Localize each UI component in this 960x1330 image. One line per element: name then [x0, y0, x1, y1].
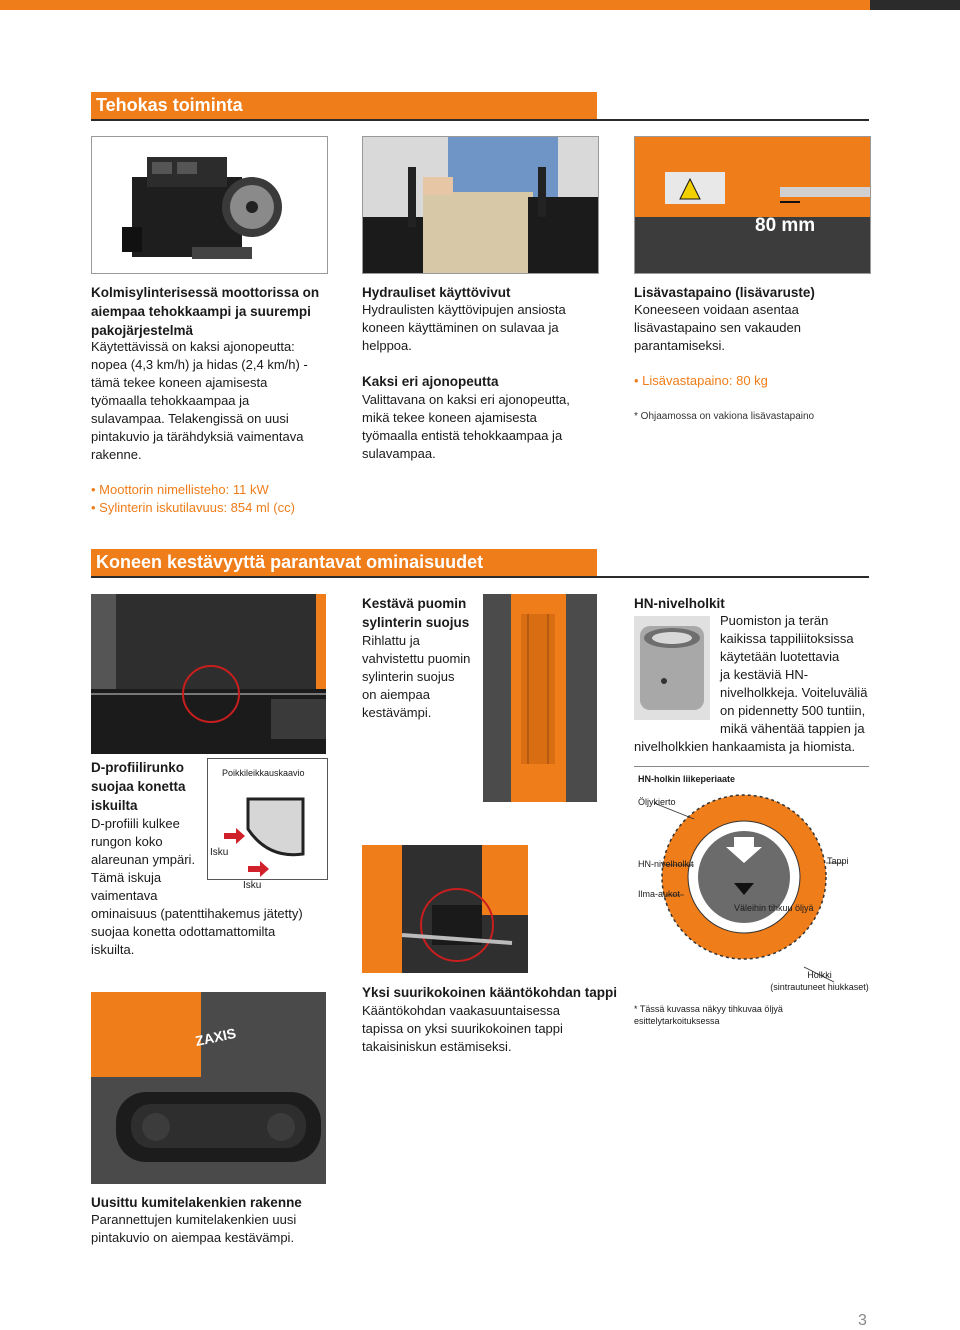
counterweight-photo — [634, 136, 871, 274]
engine-body: Käytettävissä on kaksi ajonopeutta: nopea (4,3 km/h) ja hidas (2,4 km/h) - tämä tekee koneen ajamisesta työmaalla tehokkaampaa ja sulavampaa. Telakengissä on uusi pintakuvio ja tärähdyksiä vaimentava rakenne. — [91, 339, 308, 462]
section-title-performance: Tehokas toiminta — [91, 92, 597, 119]
pin-title: Yksi suurikokoinen kääntökohdan tappi — [362, 985, 618, 1000]
d-profile-body-8: iskuilta. — [91, 942, 135, 957]
hn-bushing-photo — [634, 616, 710, 720]
80mm-label: 80 mm — [755, 215, 816, 236]
hn-body-3: käytetään luotettavia — [720, 649, 840, 664]
engine-power-bullet: • Moottorin nimellisteho: 11 kW — [91, 482, 269, 497]
boom-cover-photo — [483, 594, 597, 802]
hn-body-4: ja kestäviä HN- — [720, 667, 809, 682]
boom-body-2: vahvistettu puomin — [362, 651, 471, 666]
boom-title-1: Kestävä puomin — [362, 596, 467, 611]
d-profile-title-2: suojaa konetta — [91, 779, 186, 794]
track-body: Parannettujen kumitelakenkien uusi pintakuvio on aiempaa kestävämpi. — [91, 1212, 297, 1245]
cross-section-title: Poikkileikkauskaavio — [222, 768, 305, 778]
boom-body-1: Rihlattu ja — [362, 633, 420, 648]
d-profile-title-3: iskuilta — [91, 798, 138, 813]
engine-photo — [91, 136, 328, 274]
sleeve-label: Holkki (sintrautuneet hiukkaset) — [770, 970, 869, 992]
engine-title: Kolmisylinterisessä moottorissa on aiempaa tehokkaampi ja suurempi pakojärjestelmä — [91, 285, 320, 338]
oil-groove-label: Öljykierto — [638, 797, 676, 807]
section-title-durability: Koneen kestävyyttä parantavat ominaisuudet — [91, 549, 597, 576]
boom-body-5: kestävämpi. — [362, 705, 432, 720]
hydraulic-title: Hydrauliset käyttövivut — [362, 285, 511, 300]
counterweight-note: * Ohjaamossa on vakiona lisävastapaino — [634, 411, 815, 422]
d-profile-body-6: ominaisuus (patenttihakemus jätetty) — [91, 906, 303, 921]
hn-body-6: on pidennetty 500 tuntiin, — [720, 703, 866, 718]
hn-principle-diagram — [634, 766, 869, 997]
d-profile-body-4: Tämä iskuja — [91, 870, 162, 885]
counterweight-title: Lisävastapaino (lisävaruste) — [634, 285, 815, 300]
d-profile-body-1: D-profiili kulkee — [91, 816, 180, 831]
top-color-bar — [0, 0, 870, 10]
hydraulic-body: Hydraulisten käyttövipujen ansiosta koneen käyttäminen on sulavaa ja helppoa. — [362, 302, 566, 353]
boom-title-2: sylinterin suojus — [362, 615, 470, 630]
pivot-pin-photo — [362, 845, 528, 973]
counterweight-bullet: • Lisävastapaino: 80 kg — [634, 373, 768, 388]
d-profile-body-5: vaimentava — [91, 888, 158, 903]
d-profile-frame-photo — [91, 594, 326, 754]
hn-note: * Tässä kuvassa näkyy tihkuvaa öljyä esittelytarkoituksessa — [634, 1004, 783, 1026]
d-profile-body-2: rungon koko — [91, 834, 163, 849]
bushings-label: HN-nivelholkit — [638, 859, 694, 869]
impact-label-2: Isku — [243, 880, 262, 891]
track-title: Uusittu kumitelakenkien rakenne — [91, 1195, 302, 1210]
travel-speed-body: Valittavana on kaksi eri ajonopeutta, mikä tekee koneen ajamisesta työmaalla entistä tehokkaampaa ja sulavampaa. — [362, 392, 570, 461]
gap-oil-label: Väleihin tihkuu öljyä — [734, 903, 814, 913]
engine-displacement-bullet: • Sylinterin iskutilavuus: 854 ml (cc) — [91, 500, 295, 515]
hn-body-2: kaikissa tappiliitoksissa — [720, 631, 854, 646]
pin-label: Tappi — [827, 856, 849, 866]
cross-section-diagram — [207, 758, 328, 880]
section-rule — [91, 119, 869, 121]
hn-body-7: mikä vähentää tappien ja — [720, 721, 865, 736]
d-profile-body-3: alareunan ympäri. — [91, 852, 196, 867]
boom-body-3: sylinterin suojus — [362, 669, 455, 684]
hn-body-1: Puomiston ja terän — [720, 613, 829, 628]
hn-body-5: nivelholkkeja. Voiteluväliä — [720, 685, 868, 700]
boom-body-4: on aiempaa — [362, 687, 430, 702]
impact-label-1: Isku — [210, 847, 229, 858]
zaxis-logo: ZAXIS — [193, 1024, 238, 1050]
hn-diagram-title: HN-holkin liikeperiaate — [638, 774, 736, 784]
travel-speed-title: Kaksi eri ajonopeutta — [362, 374, 499, 389]
page-number: 3 — [858, 1312, 867, 1329]
counterweight-body: Koneeseen voidaan asentaa lisävastapaino sen vakauden parantamiseksi. — [634, 302, 801, 353]
d-profile-title-1: D-profiilirunko — [91, 760, 184, 775]
hn-body-8: nivelholkkien hankaamista ja hiomista. — [634, 739, 856, 754]
d-profile-body-7: suojaa konetta odottamattomilta — [91, 924, 276, 939]
rubber-track-photo — [91, 992, 326, 1184]
air-holes-label: Ilma-aukot — [638, 889, 681, 899]
operator-photo — [362, 136, 599, 274]
hn-title: HN-nivelholkit — [634, 596, 725, 611]
pin-body: Kääntökohdan vaakasuuntaisessa tapissa on yksi suurikokoinen tappi takaisiniskun estämiseksi. — [362, 1003, 563, 1054]
section-rule-2 — [91, 576, 869, 578]
top-dark-bar — [870, 0, 960, 10]
